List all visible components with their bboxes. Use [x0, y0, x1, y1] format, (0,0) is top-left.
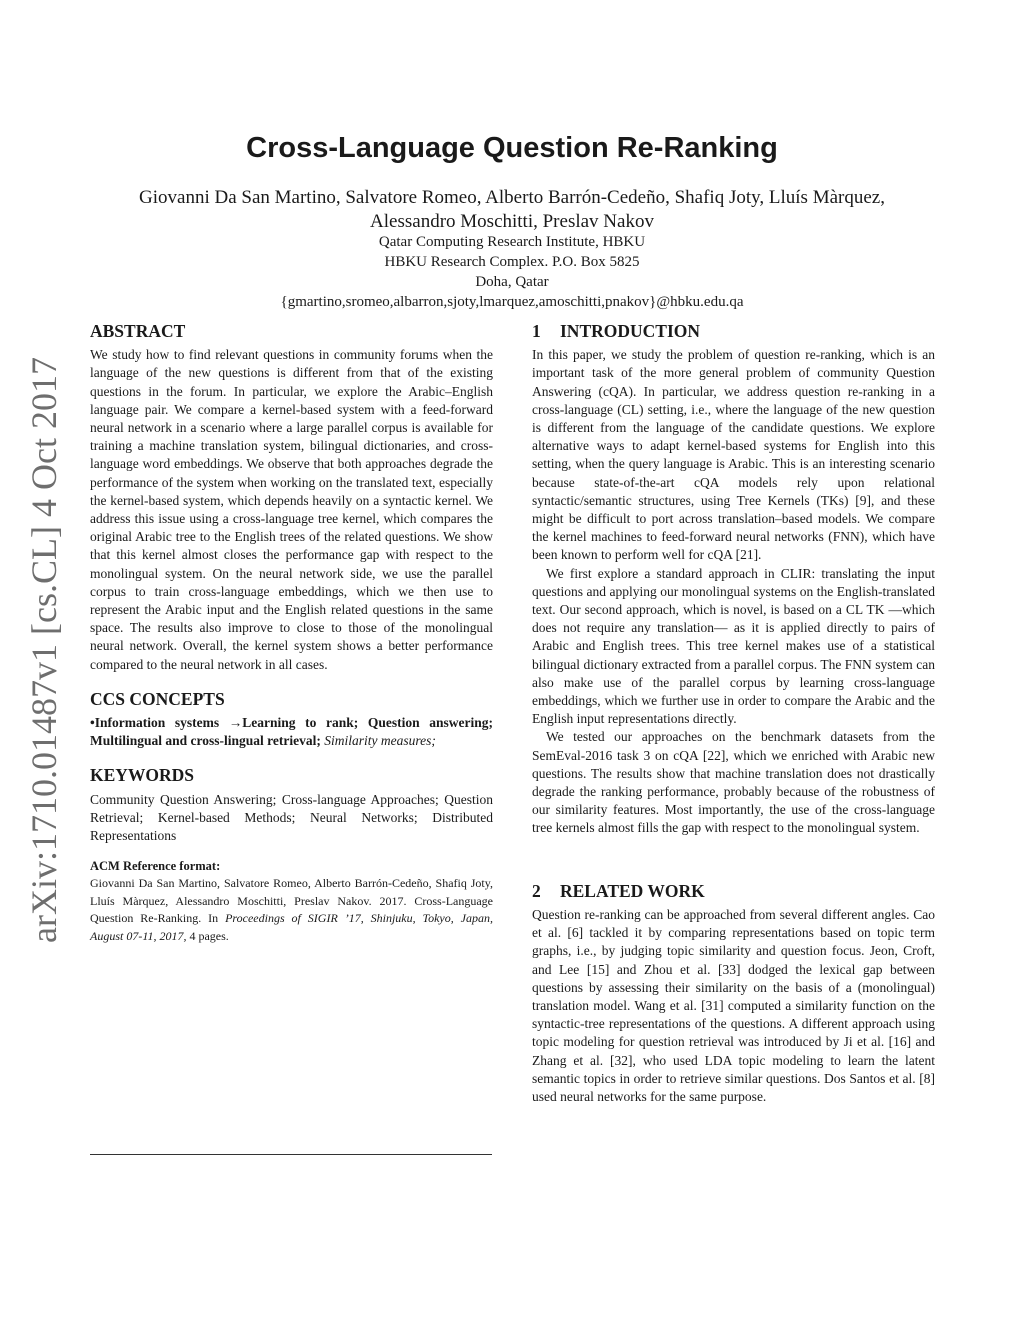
left-column — [90, 322, 493, 945]
introduction-number: 1 — [532, 321, 541, 341]
footnote-rule — [90, 1154, 492, 1155]
affiliation-emails: {gmartino,sromeo,albarron,sjoty,lmarquez,amoschitti,pnakov}@hbku.edu.qa — [280, 294, 744, 310]
affiliation-address: HBKU Research Complex. P.O. Box 5825 — [384, 254, 640, 270]
affiliation-block — [100, 232, 924, 312]
related-work-number: 2 — [532, 880, 541, 901]
introduction-paragraph-2: We first explore a standard approach in CLIR: translating the input questions and applying our monolingual systems on the English-translated text. Our second approach, which is novel, is based on a CL TK —which does not require any translation— as it is applied directly to pairs of Arabic and English trees. This tree kernel makes use of a statistical bilingual dictionary extracted from a parallel corpus. The FNN system can also make use of the parallel corpus by learning cross-language embeddings, which we further use in order to compare the Arabic and the English input representations directly. — [532, 565, 935, 727]
ccs-heading: CCS CONCEPTS — [90, 688, 225, 709]
keywords-heading: KEYWORDS — [90, 765, 195, 786]
keywords-text: Community Question Answering; Cross-language Approaches; Question Retrieval; Kernel-based Methods; Neural Networks; Distributed Representations — [90, 791, 493, 844]
right-column — [532, 322, 935, 1106]
authors-line-1: Giovanni Da San Martino, Salvatore Romeo, Alberto Barrón-Cedeño, Shafiq Joty, Lluís Màrquez, — [139, 187, 885, 208]
ccs-bullet: • — [90, 715, 95, 731]
introduction-paragraph-1: In this paper, we study the problem of question re-ranking, which is an important task of the more general problem of community Question Answering (cQA). In particular, we address question re-ranking in a cross-language (CL) setting, i.e., where the language of the new question is different from the language of the candidate questions. We explore alternative ways to adapt kernel-based systems for English into this setting, when the query language is Arabic. This is an interesting scenario because state-of-the-art cQA models rely upon relational syntactic/semantic structures, using Tree Kernels (TKs) [9], and these might be difficult to port across translation–based models. We compare the kernel machines to feed-forward neural networks (FNN), which have been known to perform well for cQA [21]. — [532, 347, 935, 563]
ccs-text — [90, 714, 493, 750]
abstract-section — [90, 322, 493, 674]
acm-reference-venue: Proceedings of SIGIR ’17, Shinjuku, Tokyo, Japan, August 07-11, 2017, — [90, 911, 493, 943]
affiliation-institute: Qatar Computing Research Institute, HBKU — [378, 234, 646, 250]
ccs-bold-concepts: Information systems →Learning to rank; Question answering; Multilingual and cross-lingual retrieval; — [90, 715, 493, 749]
acm-reference-pages: 4 pages. — [189, 928, 229, 943]
keywords-section — [90, 766, 493, 845]
related-work-section — [532, 882, 935, 1106]
acm-reference-text — [90, 875, 493, 945]
abstract-heading: ABSTRACT — [90, 321, 186, 341]
acm-reference-section — [90, 857, 493, 945]
related-work-paragraph-1: Question re-ranking can be approached from several different angles. Cao et al. [6] tackled it by comparing representations based on topic term graphs, i.e., by judging topic similarity and question focus. Jeon, Croft, and Lee [15] and Zhou et al. [33] dodged the lexical gap between questions by assessing their similarity on the basis of a (monolingual) translation model. Wang et al. [31] computed a similarity function on the syntactic-tree representations of the questions. A different approach using topic modeling for question retrieval was introduced by Ji et al. [16] and Zhang et al. [32], who used LDA topic modeling to learn the latent semantic topics in order to retrieve similar questions. Dos Santos et al. [8] used neural networks for the same purpose. — [532, 906, 935, 1104]
section-spacer — [532, 838, 935, 882]
arxiv-identifier: arXiv:1710.01487v1 [cs.CL] 4 Oct 2017 — [24, 357, 64, 943]
acm-reference-citation: Giovanni Da San Martino, Salvatore Romeo, Alberto Barrón-Cedeño, Shafiq Joty, Lluís Màrquez, Alessandro Moschitti, Preslav Nakov. 2017. Cross-Language Question Re-Ranking. In — [90, 876, 493, 926]
affiliation-city: Doha, Qatar — [475, 274, 549, 290]
related-work-title: RELATED WORK — [560, 880, 705, 901]
ccs-concepts-section — [90, 690, 493, 751]
introduction-heading — [532, 322, 935, 340]
ccs-italic-concepts: Similarity measures; — [324, 733, 436, 749]
authors-line-2: Alessandro Moschitti, Preslav Nakov — [370, 211, 654, 232]
abstract-text: We study how to find relevant questions in community forums when the language of the new questions is different from that of the existing questions in the forum. In particular, we explore the Arabic–English language pair. We compare a kernel-based system with a feed-forward neural network in a scenario where a large parallel corpus is available for training a machine translation system, bilingual dictionaries, and cross-language word embeddings. We observe that both approaches degrade the performance of the system when working on the translated text, especially the kernel-based system, which depends heavily on a syntactic kernel. We address this issue using a cross-language tree kernel, which compares the original Arabic tree to the English trees of the related questions. We show that this kernel almost closes the performance gap with respect to the monolingual system. On the neural network side, we use the parallel corpus to train cross-language embeddings, which we then use to represent the Arabic input and the English related questions in the same space. The results also improve to close to those of the monolingual neural network. Overall, the kernel system shows a better performance compared to the neural network in all cases. — [90, 347, 493, 672]
introduction-section — [532, 322, 935, 838]
introduction-title: INTRODUCTION — [560, 321, 701, 341]
related-work-heading — [532, 882, 935, 900]
introduction-paragraph-3: We tested our approaches on the benchmark datasets from the SemEval-2016 task 3 on cQA [22], which we enriched with Arabic new questions. The results show that machine translation does not drastically degrade the ranking performance, probably because of the robustness of our similarity features. Most importantly, the use of the cross-language tree kernels almost fills the gap with respect to the monolingual system. — [532, 729, 935, 836]
acm-reference-heading: ACM Reference format: — [90, 859, 221, 874]
paper-title: Cross-Language Question Re-Ranking — [246, 132, 778, 164]
author-list — [100, 186, 924, 234]
